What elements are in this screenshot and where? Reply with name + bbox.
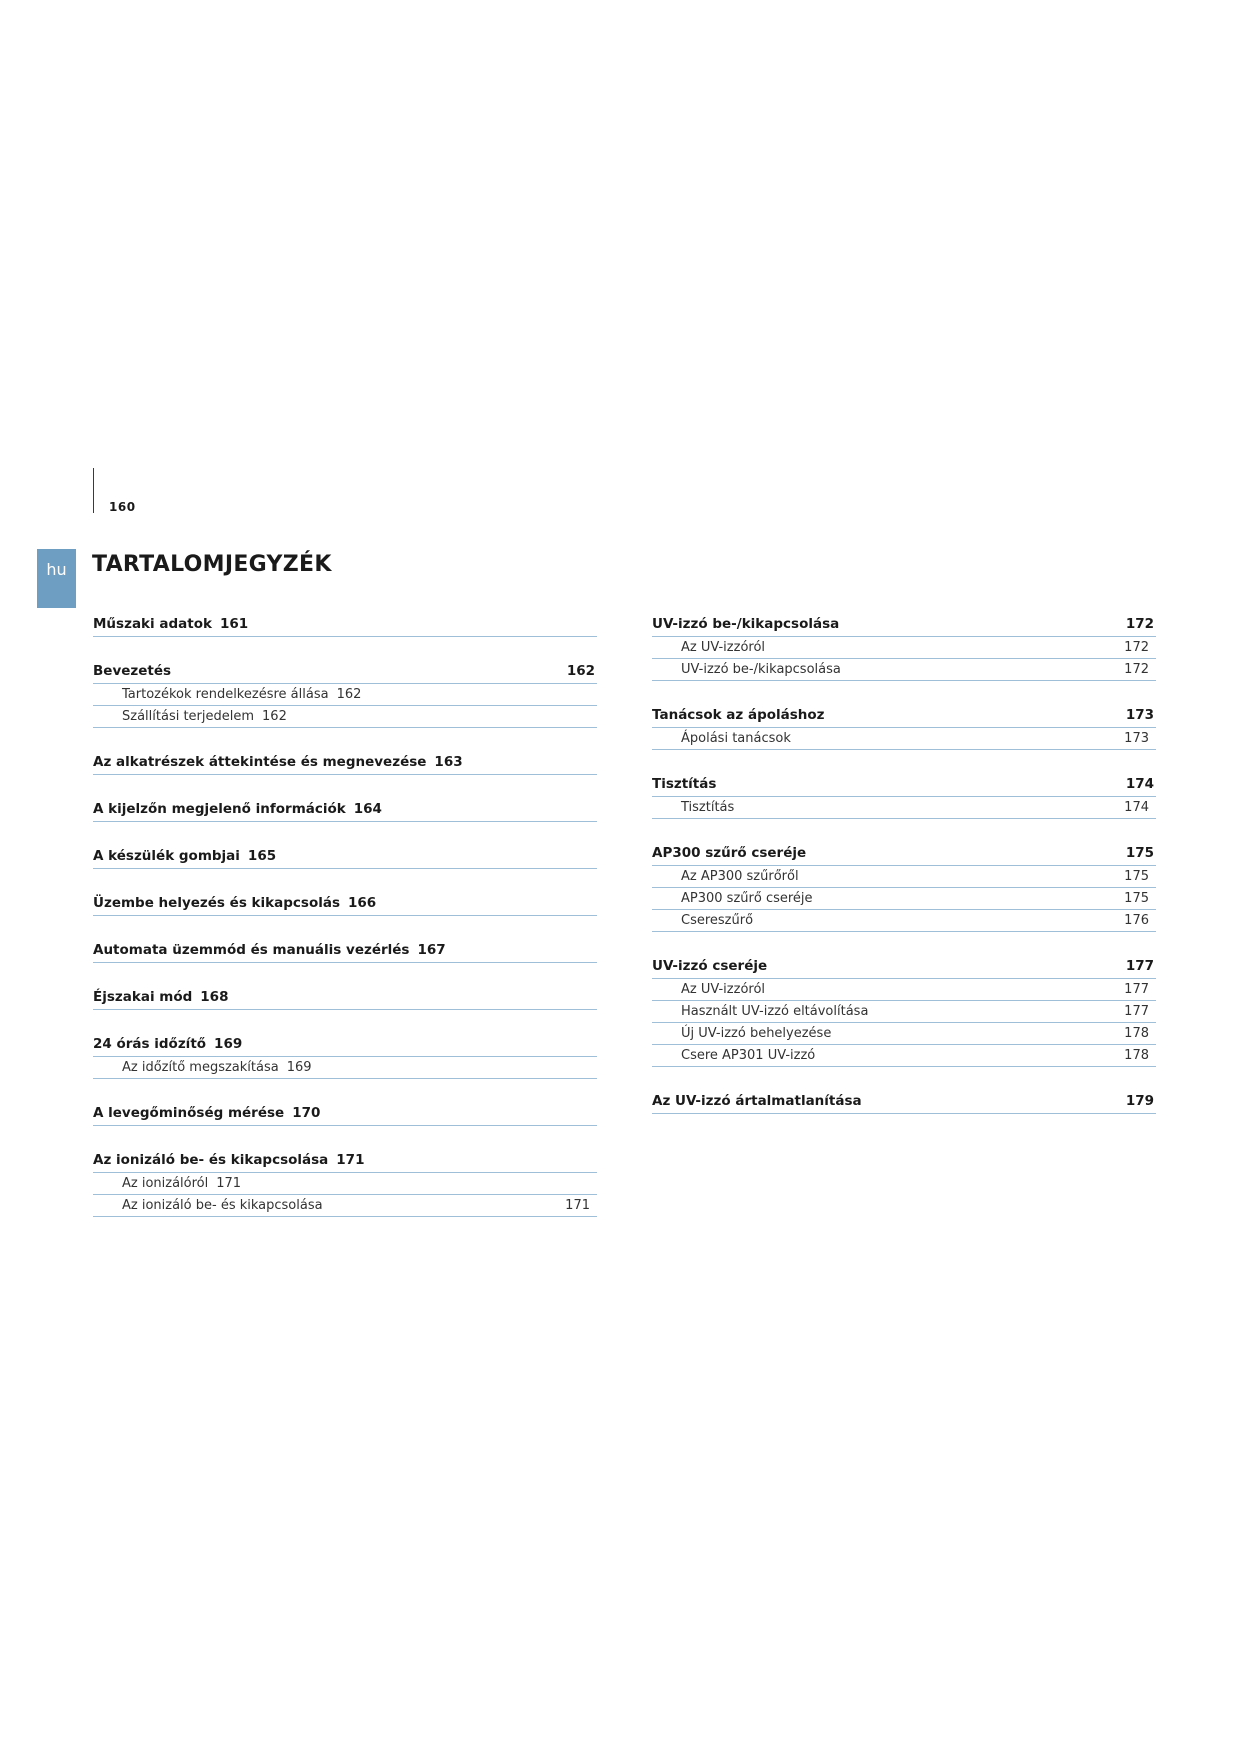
toc-title-text: Szállítási terjedelem (122, 709, 255, 724)
toc-page-number: 165 (247, 848, 277, 864)
toc-section-heading[interactable] (652, 771, 1156, 797)
toc-section-heading[interactable] (93, 611, 597, 637)
toc-entry[interactable] (652, 1023, 1156, 1045)
toc-section (93, 796, 597, 822)
toc-title-text: Csereszűrő (681, 913, 754, 928)
toc-page-number: 163 (434, 754, 463, 770)
toc-page-number: 176 (1124, 913, 1149, 928)
toc-section (652, 840, 1156, 932)
toc-page-number: 172 (1125, 616, 1154, 632)
toc-section-title (93, 895, 376, 911)
toc-section-title (93, 754, 463, 770)
toc-page-number: 179 (1125, 1093, 1154, 1109)
toc-section (652, 771, 1156, 819)
toc-entry-title (681, 662, 841, 677)
toc-section (652, 702, 1156, 750)
toc-section-heading[interactable] (652, 702, 1156, 728)
toc-page-number: 174 (1124, 800, 1149, 815)
toc-title-text: Műszaki adatok (93, 616, 212, 632)
toc-entry-title (122, 709, 287, 724)
toc-section-heading[interactable] (93, 658, 597, 684)
toc-entry[interactable] (652, 659, 1156, 681)
toc-page-number: 175 (1124, 869, 1149, 884)
toc-page-number: 162 (262, 709, 287, 724)
toc-entry-title (681, 982, 765, 997)
toc-section-heading[interactable] (93, 796, 597, 822)
toc-section-title (652, 616, 839, 632)
toc-title-text: A készülék gombjai (93, 848, 240, 864)
toc-entry[interactable] (652, 637, 1156, 659)
toc-entry-title (681, 731, 791, 746)
page-number-rule (93, 468, 94, 513)
toc-page-number: 177 (1124, 1004, 1149, 1019)
toc-title-text: Az időzítő megszakítása (122, 1060, 279, 1075)
toc-title-text: UV-izzó be-/kikapcsolása (652, 616, 840, 632)
toc-entry-title (681, 1026, 831, 1041)
toc-page-number: 162 (566, 663, 595, 679)
toc-section (93, 937, 597, 963)
toc-title-text: AP300 szűrő cseréje (652, 845, 807, 861)
toc-left-column (93, 611, 597, 1238)
toc-section-title (93, 848, 276, 864)
toc-section-heading[interactable] (93, 749, 597, 775)
toc-entry-title (122, 1176, 241, 1191)
toc-entry-title (681, 800, 734, 815)
toc-entry-title (681, 891, 813, 906)
toc-entry-title (681, 1048, 815, 1063)
toc-title-text: Új UV-izzó behelyezése (681, 1026, 832, 1041)
toc-section (93, 1031, 597, 1079)
toc-section (93, 890, 597, 916)
toc-section-heading[interactable] (652, 953, 1156, 979)
toc-page-number: 172 (1124, 662, 1149, 677)
toc-title-text: Használt UV-izzó eltávolítása (681, 1004, 869, 1019)
toc-right-column (652, 611, 1156, 1135)
toc-page-number: 178 (1124, 1026, 1149, 1041)
toc-title-text: UV-izzó cseréje (652, 958, 768, 974)
toc-title-text: A kijelzőn megjelenő információk (93, 801, 346, 817)
toc-section (652, 611, 1156, 681)
toc-title-text: Az AP300 szűrőről (681, 869, 799, 884)
toc-section-title (652, 776, 716, 792)
toc-section-heading[interactable] (93, 890, 597, 916)
toc-section-title (93, 801, 382, 817)
toc-section (93, 658, 597, 728)
toc-section-title (93, 1152, 364, 1168)
toc-title-text: Bevezetés (93, 663, 172, 679)
language-tab[interactable]: hu (37, 549, 76, 608)
toc-title-text: Tartozékok rendelkezésre állása (122, 687, 329, 702)
toc-section (93, 749, 597, 775)
toc-section-title (652, 845, 806, 861)
toc-entry[interactable] (93, 1173, 597, 1195)
toc-section-heading[interactable] (93, 984, 597, 1010)
toc-page-number: 166 (348, 895, 377, 911)
toc-entry[interactable] (652, 910, 1156, 932)
toc-page-number: 175 (1124, 891, 1149, 906)
toc-entry-title (681, 640, 765, 655)
toc-entry[interactable] (652, 979, 1156, 1001)
toc-title-text: A levegőminőség mérése (93, 1105, 285, 1121)
toc-title-text: Éjszakai mód (93, 989, 193, 1005)
toc-page-number: 169 (214, 1036, 243, 1052)
toc-entry-title (122, 687, 361, 702)
toc-page-number: 168 (200, 989, 229, 1005)
toc-section-title (93, 663, 171, 679)
toc-page-number: 171 (336, 1152, 365, 1168)
toc-title-text: Az UV-izzóról (681, 982, 766, 997)
toc-entry[interactable] (93, 1195, 597, 1217)
toc-page-number: 169 (286, 1060, 312, 1075)
toc-section-title (93, 942, 446, 958)
toc-section-title (652, 707, 825, 723)
toc-section-heading[interactable] (652, 611, 1156, 637)
toc-section-heading[interactable] (93, 1031, 597, 1057)
toc-entry-title (681, 1004, 868, 1019)
toc-entry[interactable] (652, 797, 1156, 819)
toc-title-text: Üzembe helyezés és kikapcsolás (93, 895, 340, 911)
toc-title-text: Az UV-izzóról (681, 640, 766, 655)
toc-entry[interactable] (93, 684, 597, 706)
toc-entry[interactable] (93, 706, 597, 728)
toc-section-title (93, 989, 228, 1005)
toc-section (93, 984, 597, 1010)
toc-section-heading[interactable] (93, 843, 597, 869)
toc-page-number: 161 (219, 616, 249, 632)
toc-section (652, 953, 1156, 1067)
toc-title-text: Az ionizálóról (122, 1176, 209, 1191)
toc-entry-title (681, 869, 799, 884)
toc-page-number: 177 (1124, 982, 1149, 997)
toc-title-text: 24 órás időzítő (93, 1036, 207, 1052)
toc-page-number: 178 (1124, 1048, 1149, 1063)
toc-section-title (652, 1093, 862, 1109)
toc-section-heading[interactable] (652, 1088, 1156, 1114)
toc-section (93, 611, 597, 637)
toc-page-number: 174 (1125, 776, 1154, 792)
toc-section (93, 843, 597, 869)
toc-entry-title (681, 913, 753, 928)
toc-title-text: Tisztítás (652, 776, 717, 792)
toc-page-number: 172 (1124, 640, 1149, 655)
toc-entry[interactable] (652, 728, 1156, 750)
toc-page-number: 173 (1124, 731, 1149, 746)
toc-title-text: Az ionizáló be- és kikapcsolása (93, 1152, 329, 1168)
toc-page-number: 173 (1125, 707, 1154, 723)
toc-section-heading[interactable] (93, 937, 597, 963)
toc-section-title (93, 1036, 242, 1052)
toc-title-text: Automata üzemmód és manuális vezérlés (93, 942, 410, 958)
toc-title-text: Ápolási tanácsok (681, 731, 791, 746)
toc-section (652, 1088, 1156, 1114)
toc-page-number: 177 (1125, 958, 1154, 974)
toc-page-number: 171 (565, 1198, 590, 1213)
toc-page-number: 167 (417, 942, 446, 958)
toc-page-number: 162 (336, 687, 362, 702)
toc-entry[interactable] (652, 1001, 1156, 1023)
toc-section (93, 1100, 597, 1126)
toc-section-heading[interactable] (93, 1100, 597, 1126)
toc-section-title (652, 958, 767, 974)
toc-page-number: 175 (1125, 845, 1154, 861)
toc-section (93, 1147, 597, 1217)
toc-page-number: 164 (353, 801, 382, 817)
toc-entry[interactable] (93, 1057, 597, 1079)
toc-entry[interactable] (652, 888, 1156, 910)
toc-section-title (93, 616, 248, 632)
page-title: TARTALOMJEGYZÉK (92, 552, 332, 577)
toc-title-text: Csere AP301 UV-izzó (681, 1048, 816, 1063)
page-number: 160 (109, 500, 136, 514)
toc-section-heading[interactable] (652, 840, 1156, 866)
toc-title-text: Az ionizáló be- és kikapcsolása (122, 1198, 323, 1213)
toc-section-heading[interactable] (93, 1147, 597, 1173)
toc-entry[interactable] (652, 866, 1156, 888)
toc-title-text: AP300 szűrő cseréje (681, 891, 813, 906)
toc-entry-title (122, 1198, 323, 1213)
toc-entry-title (122, 1060, 312, 1075)
toc-title-text: UV-izzó be-/kikapcsolása (681, 662, 841, 677)
toc-title-text: Az alkatrészek áttekintése és megnevezése (93, 754, 427, 770)
toc-page-number: 170 (292, 1105, 321, 1121)
toc-page-number: 171 (216, 1176, 242, 1191)
toc-title-text: Az UV-izzó ártalmatlanítása (652, 1093, 862, 1109)
toc-title-text: Tanácsok az ápoláshoz (652, 707, 825, 723)
toc-section-title (93, 1105, 320, 1121)
toc-entry[interactable] (652, 1045, 1156, 1067)
toc-title-text: Tisztítás (681, 800, 735, 815)
